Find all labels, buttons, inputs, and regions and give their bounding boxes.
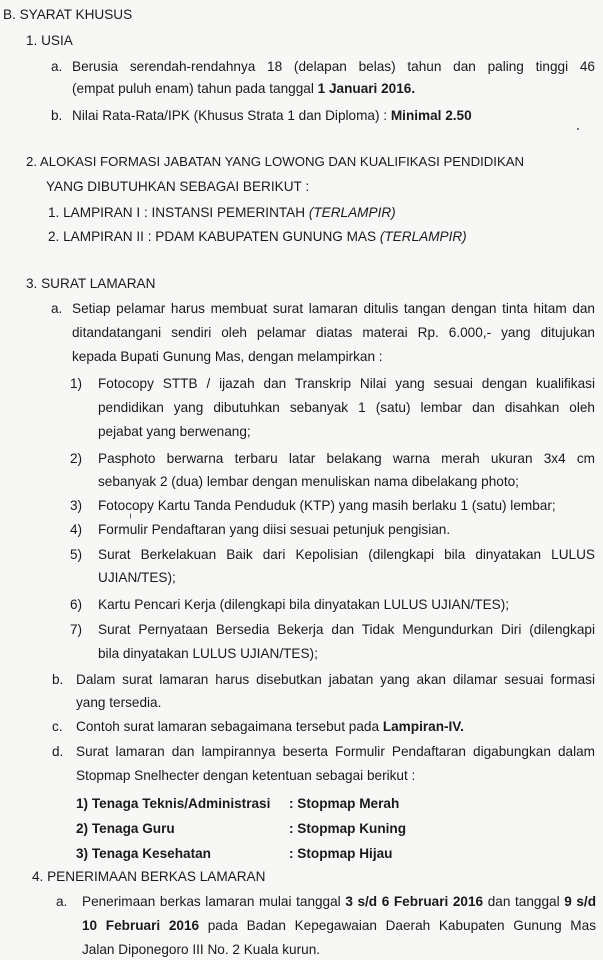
item-7-line1: Surat Pernyataan Bersedia Bekerja dan Tidak Mengundurkan Diri (dilengkapi [98,622,595,637]
item-2-line2: sebanyak 2 (dua) lembar dengan menuliskan nama dibelakang photo; [98,474,519,489]
item-7-line2: bila dinyatakan LULUS UJIAN/TES); [98,646,318,661]
lampiran-2-terlampir: (TERLAMPIR) [379,229,467,244]
alokasi-heading-2: YANG DIBUTUHKAN SEBAGAI BERIKUT : [46,179,310,194]
item-6-num: 6) [70,597,83,612]
surat-c-marker: c. [52,719,63,734]
penerimaan-date-2a: 9 s/d [564,894,597,909]
alokasi-heading-1: 2. ALOKASI FORMASI JABATAN YANG LOWONG DAN KUALIFIKASI PENDIDIKAN [26,154,525,169]
usia-b-marker: b. [51,108,63,123]
scan-speck [577,128,579,130]
item-5-line2: UJIAN/TES); [98,570,176,585]
surat-c-text: Contoh surat lamaran sebagaimana tersebut pada [76,719,383,734]
surat-a-line3: kepada Bupati Gunung Mas, dengan melampirkan : [72,349,383,364]
section-b-heading: B. SYARAT KHUSUS [3,7,133,22]
item-2-line1: Pasphoto berwarna terbaru latar belakang warna merah ukuran 3x4 cm [98,451,595,466]
surat-b-line2: yang tersedia. [76,695,162,710]
penerimaan-a-marker: a. [56,894,68,909]
usia-heading: 1. USIA [26,33,73,48]
surat-d-line1: Surat lamaran dan lampirannya beserta Formulir Pendaftaran digabungkan dalam [76,744,595,759]
surat-c-lampiran: Lampiran-IV. [382,719,464,734]
penerimaan-heading: 4. PENERIMAAN BERKAS LAMARAN [32,869,266,884]
stopmap-3-value: : Stopmap Hijau [289,846,393,861]
item-3-num: 3) [70,498,83,513]
usia-b-text: Nilai Rata-Rata/IPK (Khusus Strata 1 dan Diploma) : [72,108,391,123]
stopmap-1-value: : Stopmap Merah [289,796,400,811]
surat-heading: 3. SURAT LAMARAN [26,276,156,291]
surat-b-marker: b. [52,672,64,687]
stopmap-1-label: 1) Tenaga Teknis/Administrasi [76,796,271,811]
item-1-num: 1) [70,376,83,391]
surat-d-marker: d. [52,744,64,759]
penerimaan-a-line1 [82,893,596,911]
item-6-line1: Kartu Pencari Kerja (dilengkapi bila dinyatakan LULUS UJIAN/TES); [98,597,510,612]
item-1-line2: pendidikan yang dibutuhkan sebanyak 1 (satu) lembar dan disahkan oleh [98,400,595,415]
item-4-line1: Formulir Pendaftaran yang diisi sesuai petunjuk pengisian. [98,522,451,537]
surat-a-marker: a. [51,301,63,316]
stopmap-2-value: : Stopmap Kuning [289,821,407,836]
item-3-line1: Fotocopy Kartu Tanda Penduduk (KTP) yang masih berlaku 1 (satu) lembar; [98,498,556,513]
item-2-num: 2) [70,451,83,466]
item-5-num: 5) [70,547,83,562]
surat-c-line [76,718,464,736]
penerimaan-date-2b: 10 Februari 2016 [82,918,200,933]
scan-speck [130,513,131,519]
penerimaan-a-line3: Jalan Diponegoro III No. 2 Kuala kurun. [82,942,321,957]
item-4-num: 4) [70,522,83,537]
lampiran-1-text: 1. LAMPIRAN I : INSTANSI PEMERINTAH [48,205,309,220]
usia-b-min: Minimal 2.50 [390,108,472,123]
usia-a-date: 1 Januari 2016. [317,81,416,96]
surat-d-line2: Stopmap Snelhecter dengan ketentuan sebagai berikut : [76,768,416,783]
stopmap-3-label: 3) Tenaga Kesehatan [76,846,211,861]
usia-a-line1: Berusia serendah-rendahnya 18 (delapan belas) tahun dan paling tinggi 46 [72,59,595,74]
usia-b-line [72,107,472,125]
penerimaan-a-line2 [82,917,596,935]
usia-a-line2 [72,80,415,98]
surat-b-line1: Dalam surat lamaran harus disebutkan jabatan yang akan dilamar sesuai formasi [76,672,595,687]
penerimaan-a-text2: dan tanggal [483,894,565,909]
usia-a-marker: a. [51,59,63,74]
penerimaan-a-text1: Penerimaan berkas lamaran mulai tanggal [82,894,346,909]
lampiran-2-text: 2. LAMPIRAN II : PDAM KABUPATEN GUNUNG MAS [48,229,380,244]
lampiran-1-terlampir: (TERLAMPIR) [308,205,396,220]
stopmap-2-label: 2) Tenaga Guru [76,821,175,836]
penerimaan-date-1: 3 s/d 6 Februari 2016 [345,894,484,909]
penerimaan-a-text3: pada Badan Kepegawaian Daerah Kabupaten Gunung Mas [199,918,596,933]
alokasi-lampiran-1 [48,204,396,222]
item-7-num: 7) [70,622,83,637]
alokasi-lampiran-2 [48,228,467,246]
item-5-line1: Surat Berkelakuan Baik dari Kepolisian (dilengkapi bila dinyatakan LULUS [98,547,595,562]
usia-a-line2-text: (empat puluh enam) tahun pada tanggal [72,81,318,96]
surat-a-line1: Setiap pelamar harus membuat surat lamaran ditulis tangan dengan tinta hitam dan [72,301,595,316]
item-1-line1: Fotocopy STTB / ijazah dan Transkrip Nilai yang sesuai dengan kualifikasi [98,376,595,391]
item-1-line3: pejabat yang berwenang; [98,424,251,439]
surat-a-line2: ditandatangani sendiri oleh pelamar diatas materai Rp. 6.000,- yang ditujukan [72,325,595,340]
